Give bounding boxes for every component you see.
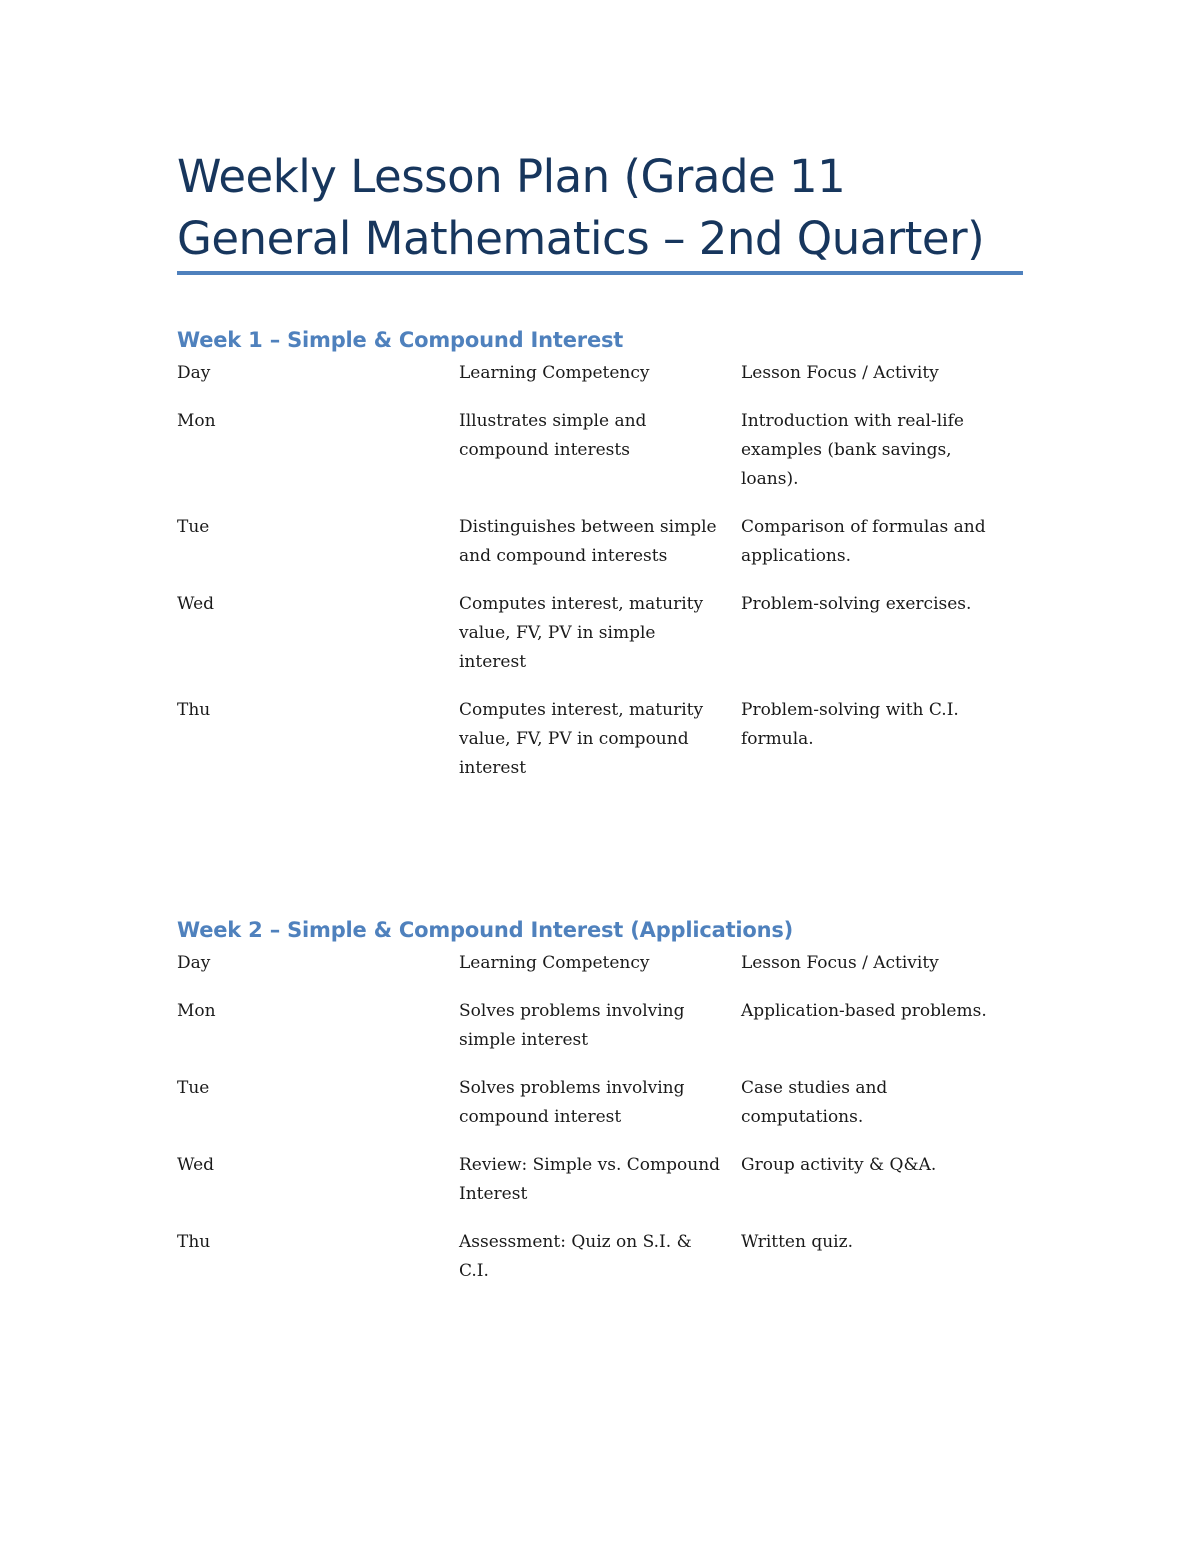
cell-focus: Case studies and computations.: [741, 1078, 888, 1127]
cell-competency: Computes interest, maturity value, FV, PV in compound interest: [459, 700, 704, 778]
table-header-row: [177, 359, 1023, 407]
table-row: [177, 997, 1023, 1074]
cell-day: Wed: [177, 594, 215, 614]
week-2-section: [177, 915, 1023, 1305]
column-header-day: Day: [177, 953, 211, 973]
table-row: [177, 407, 1023, 513]
column-header-competency: Learning Competency: [459, 363, 650, 383]
cell-day: Thu: [177, 1232, 211, 1252]
cell-day: Thu: [177, 700, 211, 720]
cell-competency: Solves problems involving simple interest: [459, 1001, 685, 1050]
week-1-section: [177, 325, 1023, 802]
page-title: Weekly Lesson Plan (Grade 11 General Mathematics – 2nd Quarter): [177, 150, 985, 265]
table-row: [177, 513, 1023, 590]
cell-day: Mon: [177, 1001, 216, 1021]
cell-competency: Illustrates simple and compound interests: [459, 411, 647, 460]
column-header-day: Day: [177, 363, 211, 383]
cell-competency: Assessment: Quiz on S.I. & C.I.: [459, 1232, 692, 1281]
cell-focus: Comparison of formulas and applications.: [741, 517, 986, 566]
table-header-row: [177, 949, 1023, 997]
cell-day: Wed: [177, 1155, 215, 1175]
table-row: [177, 1151, 1023, 1228]
cell-day: Mon: [177, 411, 216, 431]
week-1-heading: Week 1 – Simple & Compound Interest: [177, 328, 624, 352]
cell-competency: Computes interest, maturity value, FV, PV in simple interest: [459, 594, 704, 672]
table-row: [177, 1228, 1023, 1305]
cell-day: Tue: [177, 1078, 210, 1098]
cell-focus: Group activity & Q&A.: [741, 1155, 937, 1175]
column-header-competency: Learning Competency: [459, 953, 650, 973]
cell-focus: Application-based problems.: [741, 1001, 987, 1021]
table-row: [177, 1074, 1023, 1151]
week-2-table: [177, 949, 1023, 1305]
cell-focus: Written quiz.: [741, 1232, 853, 1252]
column-header-focus: Lesson Focus / Activity: [741, 363, 939, 383]
week-2-heading: Week 2 – Simple & Compound Interest (Applications): [177, 918, 794, 942]
table-row: [177, 590, 1023, 696]
cell-competency: Review: Simple vs. Compound Interest: [459, 1155, 721, 1204]
cell-focus: Problem-solving with C.I. formula.: [741, 700, 959, 749]
cell-focus: Introduction with real-life examples (bank savings, loans).: [741, 411, 964, 489]
cell-day: Tue: [177, 517, 210, 537]
cell-competency: Solves problems involving compound interest: [459, 1078, 685, 1127]
cell-focus: Problem-solving exercises.: [741, 594, 972, 614]
week-1-table: [177, 359, 1023, 802]
cell-competency: Distinguishes between simple and compound interests: [459, 517, 717, 566]
table-row: [177, 696, 1023, 802]
title-divider: [177, 271, 1023, 275]
column-header-focus: Lesson Focus / Activity: [741, 953, 939, 973]
